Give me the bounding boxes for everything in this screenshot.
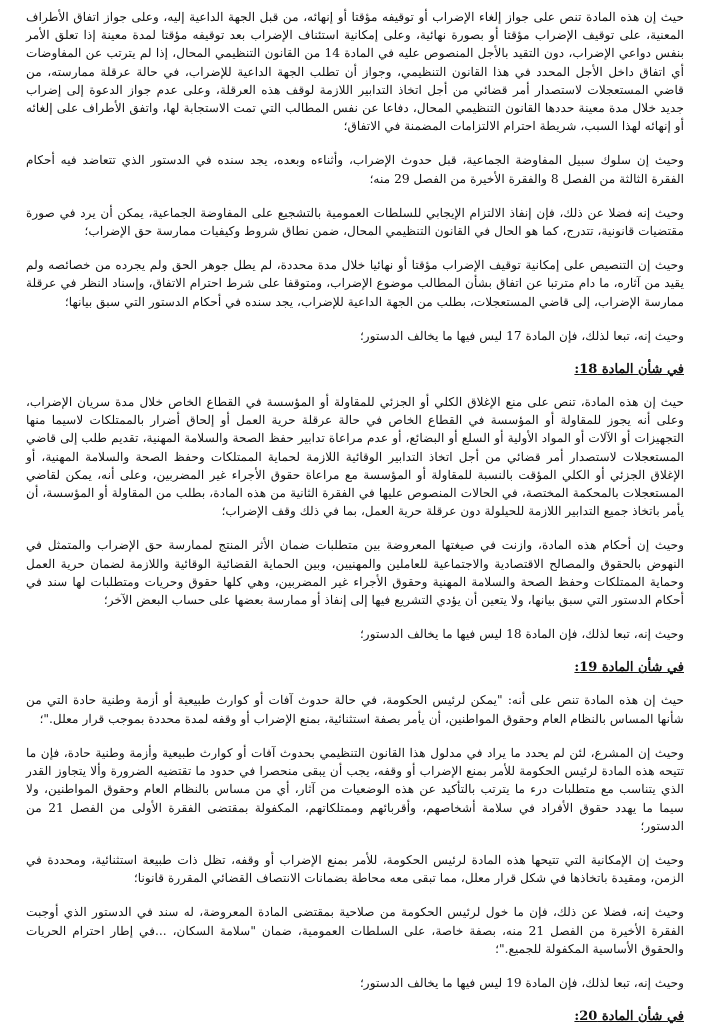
paragraph: وحيث إن أحكام هذه المادة، وازنت في صيغتها المعروضة بين متطلبات ضمان الأثر المنتج لممارسة حق الإضراب والمتمثل في النهوض بالحقوق والمصالح الاقتصادية والاجتماعية للعاملين والمهنيين، وبين الحماية القضائية الوقائية واللازمة لضمان حرية العمل وحماية الممتلكات وحفظ الصحة والسلامة المهنية وحقوق الأجراء غير المضربين، وهي كلها حقوق وحريات ومتطلبات لها سند في أحكام الدستور التي سبق بيانها، ولا يتعين أن يؤدي التشريع فيها إلى إنفاذ أو ممارسة بعضها على حساب البعض الآخر؛ [26,538,684,608]
paragraph: وحيث إن التنصيص على إمكانية توقيف الإضراب مؤقتا أو نهائيا خلال مدة محددة، لم يطل جوهر الحق ولم يجرده من خصائصه ولم يقيد من آثاره، ما دام مترتبا عن اتفاق بشأن المطالب موضوع الإضراب، ومتوقفا على شرط احترام الاتفاق، وإسناد النظر في عرقلة ممارسة الإضراب، إلى قاضي المستعجلات، بطلب من الجهة الداعية للإضراب، يجد سنده في أحكام الدستور التي سبق بيانها؛ [26,258,684,309]
paragraph: حيث إن هذه المادة تنص على جواز إلغاء الإضراب أو توقيفه مؤقتا أو إنهائه، من قبل الجهة الداعية إليه، وعلى جواز اتفاق الأطراف المعنية، على توقيف الإضراب مؤقتا أو بصورة نهائية، وعلى إمكانية استئناف الإضراب بعد توقيفه مؤقتا لمدة معينة إذا تعلق الأمر بنفس دواعي الإضراب، دون التقيد بالأجل المنصوص عليه في المادة 14 من القانون التنظيمي المحال، إذا لم يترتب عن المفاوضات أي اتفاق داخل الأجل المحدد في هذا القانون التنظيمي، وجواز أن تطلب الجهة الداعية للإضراب، في حالة عرقلة ممارسته، من قاضي المستعجلات لاستصدار أمر قضائي من أجل اتخاذ التدابير اللازمة لوقف هذه العرقلة، وعلى عدم جواز الدعوة إلى إضراب جديد خلال مدة معينة حددها القانون التنظيمي المحال، دفاعا عن نفس المطالب التي تمت الاستجابة لها، واتفق الأطراف على إلغائه أو إنهائه لهذا السبب، شريطة احترام الالتزامات المضمنة في الاتفاق؛ [26,10,684,134]
paragraph: وحيث إنه، تبعا لذلك، فإن المادة 18 ليس فيها ما يخالف الدستور؛ [359,627,684,642]
section-heading: في شأن المادة 20: [574,1009,684,1025]
document-body [26,8,684,1026]
paragraph: حيث إن هذه المادة، تنص على منع الإغلاق الكلي أو الجزئي للمقاولة أو المؤسسة في القطاع الخاص خلال مدة سريان الإضراب، وعلى أنه يجوز للمقاولة أو المؤسسة في القطاع الخاص في حالة عرقلة حرية العمل أو إلحاق أضرار بالممتلكات لاسيما منها التجهيزات أو الآلات أو المواد الأولية أو السلع أو البضائع، أو عدم مراعاة تدابير حفظ الصحة والسلامة المهنية، تقديم طلب إلى قاضي المستعجلات لاستصدار أمر قضائي من أجل اتخاذ التدابير الوقائية اللازمة لحماية الممتلكات وحفظ الصحة والسلامة المهنية، أو الإغلاق الجزئي أو الكلي المؤقت بالنسبة للمقاولة أو المؤسسة مع مراعاة حقوق الأجراء غير المضربين، وعلى أنه، يمكن لقاضي المستعجلات بالمحكمة المختصة، في الحالات المنصوص عليها في الفقرة الثانية من هذه المادة، بطلب من المقاولة أو المؤسسة، أن يأمر باتخاذ جميع التدابير اللازمة للحيلولة دون عرقلة حرية العمل، بما في ذلك وقف الإضراب؛ [26,395,684,519]
section-heading: في شأن المادة 19: [574,660,684,676]
paragraph: حيث إن هذه المادة تنص على أنه: "يمكن لرئيس الحكومة، في حالة حدوث آفات أو كوارث طبيعية أو أزمة وطنية حادة التي من شأنها المساس بالنظام العام وحقوق المواطنين، أن يأمر بصفة استثنائية، بمنع الإضراب أو وقفه لمدة محددة بموجب قرار معلل."؛ [26,693,684,726]
paragraph: وحيث إنه، فضلا عن ذلك، فإن ما خول لرئيس الحكومة من صلاحية بمقتضى المادة المعروضة، له سند في الدستور الذي أوجبت الفقرة الأخيرة من الفصل 21 منه، بصفة خاصة، على السلطات العمومية، ضمان "سلامة السكان، ...في إطار احترام الحريات والحقوق الأساسية المكفولة للجميع."؛ [26,905,684,956]
paragraph: وحيث إنه فضلا عن ذلك، فإن إنفاذ الالتزام الإيجابي للسلطات العمومية بالتشجيع على المفاوضة الجماعية، يمكن أن يرد في صورة مقتضيات قانونية، تتدرج، كما هو الحال في القانون التنظيمي المحال، ضمن نطاق شروط وكيفيات ممارسة حق الإضراب؛ [26,205,684,239]
paragraph: وحيث إن سلوك سبيل المفاوضة الجماعية، قبل حدوث الإضراب، وأثناءه وبعده، يجد سنده في الدستور الذي تتعاضد فيه أحكام الفقرة الثالثة من الفصل 8 والفقرة الأخيرة من الفصل 29 منه؛ [26,153,684,186]
paragraph: وحيث إن المشرع، لئن لم يحدد ما يراد في مدلول هذا القانون التنظيمي بحدوث آفات أو كوارث طبيعية وأزمة وطنية حادة، فإن ما تتيحه هذه المادة لرئيس الحكومة للأمر بمنع الإضراب أو وقفه، يجب أن يبقى منحصرا في حدود ما تقتضيه الضرورة وألا يتجاوز القدر الذي يتناسب مع متطلبات درء ما يترتب بالتأكيد عن هذه الوضعيات من آثار، أي من مساس بالنظام العام وحقوق المواطنين، ولا سيما ما يهدد حقوق الأفراد في سلامة أشخاصهم، وأقربائهم وممتلكاتهم، المكفولة بمقتضى الفقرة الأولى من الفصل 21 من الدستور؛ [26,745,684,833]
section-heading: في شأن المادة 18: [574,362,684,378]
paragraph: وحيث إن الإمكانية التي تتيحها هذه المادة لرئيس الحكومة، للأمر بمنع الإضراب أو وقفه، تظل ذات طبيعة استثنائية، ومحددة في الزمن، ومقيدة باتخاذها في شكل قرار معلل، مما تبقى معه محاطة بضمانات الانتصاف القضائي المقررة قانونا؛ [26,852,684,886]
paragraph: وحيث إنه، تبعا لذلك، فإن المادة 17 ليس فيها ما يخالف الدستور؛ [359,328,684,343]
paragraph: وحيث إنه، تبعا لذلك، فإن المادة 19 ليس فيها ما يخالف الدستور؛ [359,975,684,990]
